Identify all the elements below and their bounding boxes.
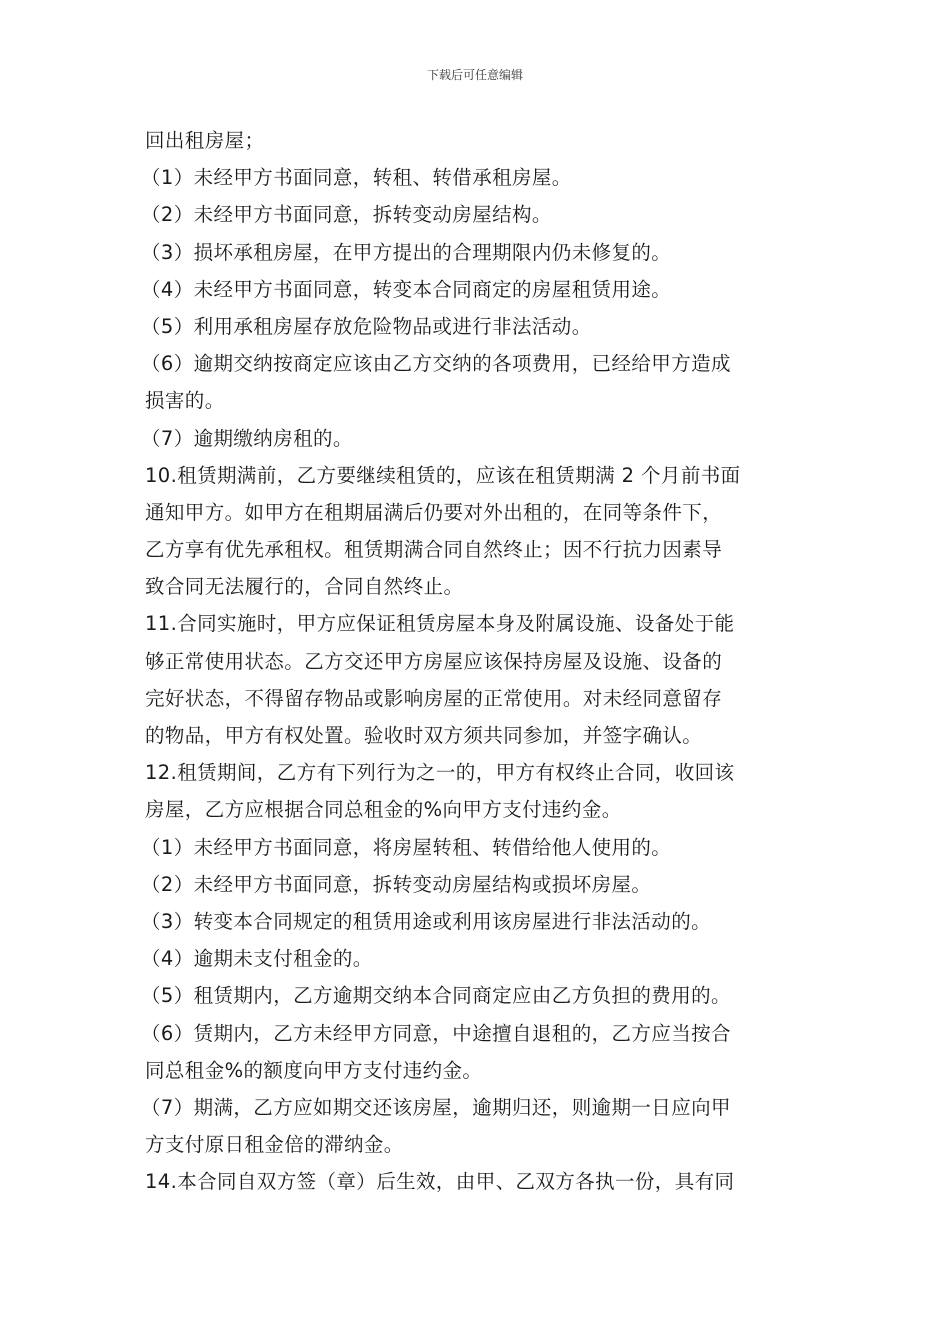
text-line: 通知甲方。如甲方在租期届满后仍要对外出租的，在同等条件下， xyxy=(145,500,723,524)
text-line: 房屋，乙方应根据合同总租金的%向甲方支付违约金。 xyxy=(145,798,622,822)
text-line: 回出租房屋； xyxy=(145,129,265,152)
list-item: （5）租赁期内，乙方逾期交纳本合同商定应由乙方负担的费用的。 xyxy=(141,984,731,1008)
list-item: （2）未经甲方书面同意，拆转变动房屋结构或损坏房屋。 xyxy=(141,872,652,896)
text-line: 乙方享有优先承租权。租赁期满合同自然终止；因不行抗力因素导 xyxy=(145,538,723,562)
list-item: （4）逾期未支付租金的。 xyxy=(141,947,373,971)
list-item: （4）未经甲方书面同意，转变本合同商定的房屋租赁用途。 xyxy=(141,277,672,301)
text-line: 损害的。 xyxy=(145,389,225,413)
clause-11: 11.合同实施时，甲方应保证租赁房屋本身及附属设施、设备处于能 xyxy=(145,612,735,636)
document-body xyxy=(141,122,809,1200)
text-line: 同总租金%的额度向甲方支付违约金。 xyxy=(145,1058,483,1082)
list-item: （3）损坏承租房屋，在甲方提出的合理期限内仍未修复的。 xyxy=(141,240,672,264)
list-item: （6）赁期内，乙方未经甲方同意，中途擅自退租的，乙方应当按合 xyxy=(141,1021,731,1045)
clause-14: 14.本合同自双方签（章）后生效，由甲、乙双方各执一份，具有同 xyxy=(145,1170,735,1194)
list-item: （1）未经甲方书面同意，将房屋转租、转借给他人使用的。 xyxy=(141,835,672,859)
text-line: 方支付原日租金倍的滞纳金。 xyxy=(145,1133,404,1157)
list-item: （2）未经甲方书面同意，拆转变动房屋结构。 xyxy=(141,203,552,227)
list-item: （3）转变本合同规定的租赁用途或利用该房屋进行非法活动的。 xyxy=(141,909,712,933)
text-line: 够正常使用状态。乙方交还甲方房屋应该保持房屋及设施、设备的 xyxy=(145,649,723,673)
list-item: （1）未经甲方书面同意，转租、转借承租房屋。 xyxy=(141,166,572,190)
list-item: （5）利用承租房屋存放危险物品或进行非法活动。 xyxy=(141,314,592,338)
list-item: （6）逾期交纳按商定应该由乙方交纳的各项费用，已经给甲方造成 xyxy=(141,352,731,376)
list-item: （7）期满，乙方应如期交还该房屋，逾期归还，则逾期一日应向甲 xyxy=(141,1095,731,1119)
text-line: 的物品，甲方有权处置。验收时双方须共同参加，并签字确认。 xyxy=(145,724,703,747)
text-line: 致合同无法履行的，合同自然终止。 xyxy=(145,575,464,599)
clause-12: 12.租赁期间，乙方有下列行为之一的，甲方有权终止合同，收回该 xyxy=(145,761,735,785)
page-header: 下载后可任意编辑 xyxy=(426,68,523,82)
clause-10: 10.租赁期满前，乙方要继续租赁的，应该在租赁期满 2 个月前书面 xyxy=(145,463,741,487)
text-line: 完好状态，不得留存物品或影响房屋的正常使用。对未经同意留存 xyxy=(145,686,723,710)
list-item: （7）逾期缴纳房租的。 xyxy=(141,426,353,450)
